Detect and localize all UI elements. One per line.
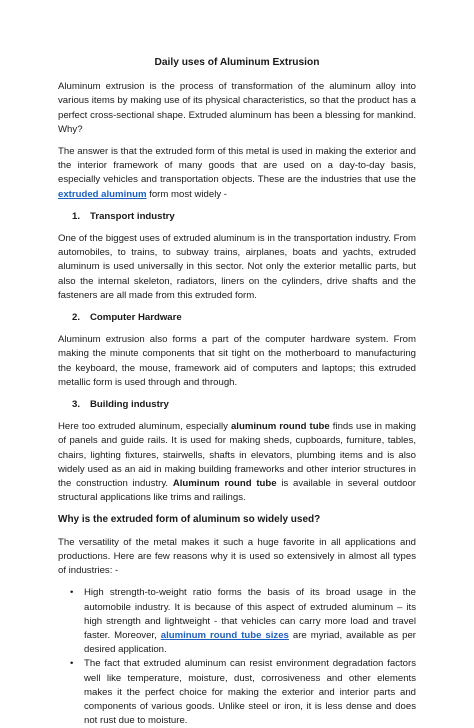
list-item xyxy=(58,657,416,728)
bullet-text: The fact that extruded aluminum can resist environment degradation factors well like temperature, moisture, dust, corrosiveness and other elements makes it the perfect choice for making the exterior and interior parts and components of various goods. Unlike steel or iron, it is less dense and does not rust due to moisture. xyxy=(84,658,416,727)
aluminum-round-tube-sizes-link[interactable]: aluminum round tube sizes xyxy=(160,629,289,641)
extruded-aluminum-link[interactable]: extruded aluminum xyxy=(58,188,147,200)
transport-paragraph: One of the biggest uses of extruded aluminum is in the transportation industry. From automobiles, to trains, to subway trains, airplanes, boats and yachts, extruded aluminum is used universally in this sector. Not only the exterior metallic parts, but also the internal skeleton, radiators, liners on the cylinders, drive shafts and the fasteners are all made from this extruded form. xyxy=(58,233,416,301)
bullet-text-b: are myriad, available as per desired application. xyxy=(84,629,416,656)
why-heading: Why is the extruded form of aluminum so widely used? xyxy=(58,514,321,526)
building-bold-b: Aluminum round tube xyxy=(172,478,277,490)
building-bold-a: aluminum round tube xyxy=(230,421,330,433)
section-number: 3. xyxy=(72,399,81,411)
building-text-a: Here too extruded aluminum, especially xyxy=(58,421,231,433)
bullet-icon: • xyxy=(70,587,74,599)
section-heading-computer xyxy=(58,311,416,325)
document-title: Daily uses of Aluminum Extrusion xyxy=(154,57,320,68)
building-text-b: finds use in making of panels and guide rails. It is used for making sheds, cupboards, furniture, tables, chairs, lighting fixtures, stairwells, shafts in elevators, plumbing items and is also widely used as an aid in making building frameworks and other interior structures in the construction industry. xyxy=(58,421,416,490)
building-paragraph xyxy=(58,420,416,505)
section-number: 2. xyxy=(72,312,81,324)
section-title: Transport industry xyxy=(90,210,175,222)
answer-text-before: The answer is that the extruded form of this metal is used in making the exterior and the interior framework of many goods that are used on a day-to-day basis, especially vehicles and transportation objects. These are the industries that use the xyxy=(58,146,416,186)
bullet-icon: • xyxy=(70,658,74,670)
why-paragraph: The versatility of the metal makes it such a huge favorite in all applications and productions. Here are few reasons why it is used so extensively in almost all types of industries: - xyxy=(58,536,416,577)
computer-paragraph: Aluminum extrusion also forms a part of the computer hardware system. From making the minute components that sit tight on the motherboard to manufacturing the keyboard, the mouse, framework aid of computers and laptops; this extruded metallic form is used through and through. xyxy=(58,334,416,388)
reasons-list xyxy=(58,586,416,728)
section-number: 1. xyxy=(72,210,81,222)
section-title: Building industry xyxy=(90,399,169,411)
bullet-text-a: High strength-to-weight ratio forms the basis of its broad usage in the automobile industry. It is because of this aspect of extruded aluminum – its high strength and lightweight - that vehicles can carry more load and travel faster. Moreover, xyxy=(84,587,416,641)
building-text-c: is available in several outdoor structural applications like trims and railings. xyxy=(58,478,416,504)
answer-paragraph xyxy=(58,145,416,202)
list-item xyxy=(58,586,416,657)
section-heading-building xyxy=(58,398,416,412)
intro-paragraph: Aluminum extrusion is the process of transformation of the aluminum alloy into various items by making use of its physical characteristics, so that the product has a perfect cross-sectional shape. Extruded aluminum has been a blessing for mankind. Why? xyxy=(58,81,416,135)
section-heading-transport xyxy=(58,210,416,224)
section-title: Computer Hardware xyxy=(90,312,182,324)
answer-text-after: form most widely - xyxy=(146,188,227,200)
